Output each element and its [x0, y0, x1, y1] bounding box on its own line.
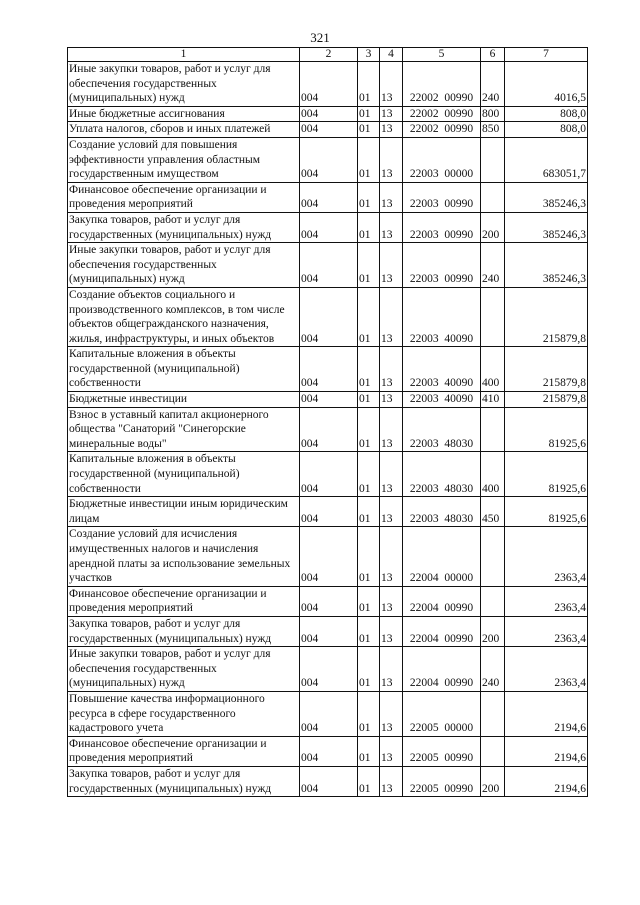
table-row [68, 243, 588, 288]
table-row [68, 691, 588, 736]
table-row [68, 137, 588, 182]
ministry-code-cell: 004 [300, 62, 358, 107]
subsection-code-cell: 13 [380, 452, 403, 497]
section-code-cell: 01 [358, 647, 380, 692]
subsection-code-cell: 13 [380, 407, 403, 452]
column-header: 4 [380, 48, 403, 62]
subsection-code-cell: 13 [380, 62, 403, 107]
section-code-cell: 01 [358, 527, 380, 586]
ministry-code-cell: 004 [300, 616, 358, 646]
amount-cell: 385246,3 [505, 243, 588, 288]
target-article-cell: 22004 00990 [403, 647, 481, 692]
expense-name-cell: Финансовое обеспечение организации и проведения мероприятий [68, 182, 300, 212]
subsection-code-cell: 13 [380, 122, 403, 138]
column-header: 6 [481, 48, 505, 62]
target-article-cell: 22002 00990 [403, 62, 481, 107]
column-header: 3 [358, 48, 380, 62]
section-code-cell: 01 [358, 212, 380, 242]
table-row [68, 407, 588, 452]
expense-name-cell: Создание объектов социального и производственного комплексов, в том числе объектов общегражданского назначения, жилья, инфраструктуры, и иных объектов [68, 287, 300, 346]
amount-cell: 808,0 [505, 122, 588, 138]
table-row [68, 452, 588, 497]
expense-type-cell: 450 [481, 497, 505, 527]
expense-name-cell: Финансовое обеспечение организации и проведения мероприятий [68, 586, 300, 616]
amount-cell: 2363,4 [505, 647, 588, 692]
expense-type-cell: 200 [481, 616, 505, 646]
expense-type-cell: 410 [481, 392, 505, 408]
expense-name-cell: Капитальные вложения в объекты государственной (муниципальной) собственности [68, 347, 300, 392]
target-article-cell: 22003 48030 [403, 497, 481, 527]
target-article-cell: 22003 40090 [403, 392, 481, 408]
ministry-code-cell: 004 [300, 122, 358, 138]
expense-type-cell: 400 [481, 452, 505, 497]
section-code-cell: 01 [358, 287, 380, 346]
target-article-cell: 22002 00990 [403, 122, 481, 138]
subsection-code-cell: 13 [380, 736, 403, 766]
target-article-cell: 22003 00990 [403, 182, 481, 212]
ministry-code-cell: 004 [300, 106, 358, 122]
expense-name-cell: Финансовое обеспечение организации и проведения мероприятий [68, 736, 300, 766]
subsection-code-cell: 13 [380, 497, 403, 527]
amount-cell: 385246,3 [505, 182, 588, 212]
target-article-cell: 22003 00000 [403, 137, 481, 182]
table-body [68, 62, 588, 797]
amount-cell: 215879,8 [505, 287, 588, 346]
amount-cell: 385246,3 [505, 212, 588, 242]
section-code-cell: 01 [358, 182, 380, 212]
amount-cell: 683051,7 [505, 137, 588, 182]
ministry-code-cell: 004 [300, 497, 358, 527]
expense-type-cell [481, 586, 505, 616]
subsection-code-cell: 13 [380, 243, 403, 288]
table-header [68, 48, 588, 62]
target-article-cell: 22005 00990 [403, 766, 481, 796]
amount-cell: 215879,8 [505, 347, 588, 392]
section-code-cell: 01 [358, 347, 380, 392]
expense-name-cell: Закупка товаров, работ и услуг для государственных (муниципальных) нужд [68, 616, 300, 646]
target-article-cell: 22003 48030 [403, 407, 481, 452]
target-article-cell: 22003 40090 [403, 347, 481, 392]
table-row [68, 586, 588, 616]
column-header: 1 [68, 48, 300, 62]
expense-name-cell: Иные закупки товаров, работ и услуг для обеспечения государственных (муниципальных) нужд [68, 62, 300, 107]
ministry-code-cell: 004 [300, 392, 358, 408]
table-row [68, 212, 588, 242]
column-header: 7 [505, 48, 588, 62]
table-row [68, 736, 588, 766]
subsection-code-cell: 13 [380, 691, 403, 736]
table-row [68, 392, 588, 408]
amount-cell: 2363,4 [505, 527, 588, 586]
subsection-code-cell: 13 [380, 647, 403, 692]
section-code-cell: 01 [358, 766, 380, 796]
subsection-code-cell: 13 [380, 182, 403, 212]
target-article-cell: 22003 40090 [403, 287, 481, 346]
section-code-cell: 01 [358, 122, 380, 138]
amount-cell: 81925,6 [505, 452, 588, 497]
ministry-code-cell: 004 [300, 182, 358, 212]
section-code-cell: 01 [358, 586, 380, 616]
ministry-code-cell: 004 [300, 347, 358, 392]
target-article-cell: 22003 00990 [403, 212, 481, 242]
ministry-code-cell: 004 [300, 243, 358, 288]
subsection-code-cell: 13 [380, 347, 403, 392]
table-row [68, 766, 588, 796]
expense-name-cell: Бюджетные инвестиции иным юридическим лицам [68, 497, 300, 527]
amount-cell: 2363,4 [505, 616, 588, 646]
ministry-code-cell: 004 [300, 212, 358, 242]
amount-cell: 2194,6 [505, 736, 588, 766]
expense-type-cell: 800 [481, 106, 505, 122]
table-row [68, 62, 588, 107]
expense-name-cell: Бюджетные инвестиции [68, 392, 300, 408]
expense-type-cell: 240 [481, 62, 505, 107]
subsection-code-cell: 13 [380, 527, 403, 586]
table-row [68, 616, 588, 646]
expense-type-cell: 240 [481, 647, 505, 692]
table-row [68, 287, 588, 346]
expense-name-cell: Повышение качества информационного ресурса в сфере государственного кадастрового учета [68, 691, 300, 736]
expense-type-cell: 850 [481, 122, 505, 138]
expense-type-cell [481, 736, 505, 766]
subsection-code-cell: 13 [380, 212, 403, 242]
section-code-cell: 01 [358, 407, 380, 452]
ministry-code-cell: 004 [300, 527, 358, 586]
section-code-cell: 01 [358, 106, 380, 122]
table-row [68, 122, 588, 138]
header-row [68, 48, 588, 62]
ministry-code-cell: 004 [300, 452, 358, 497]
table-row [68, 106, 588, 122]
amount-cell: 2194,6 [505, 691, 588, 736]
budget-table [67, 47, 588, 797]
amount-cell: 808,0 [505, 106, 588, 122]
ministry-code-cell: 004 [300, 736, 358, 766]
table-row [68, 347, 588, 392]
expense-name-cell: Закупка товаров, работ и услуг для государственных (муниципальных) нужд [68, 212, 300, 242]
expense-name-cell: Уплата налогов, сборов и иных платежей [68, 122, 300, 138]
section-code-cell: 01 [358, 62, 380, 107]
table-row [68, 647, 588, 692]
ministry-code-cell: 004 [300, 691, 358, 736]
target-article-cell: 22004 00990 [403, 616, 481, 646]
table-row [68, 182, 588, 212]
target-article-cell: 22005 00990 [403, 736, 481, 766]
target-article-cell: 22003 48030 [403, 452, 481, 497]
expense-name-cell: Закупка товаров, работ и услуг для государственных (муниципальных) нужд [68, 766, 300, 796]
amount-cell: 81925,6 [505, 407, 588, 452]
page-number: 321 [310, 30, 330, 45]
amount-cell: 81925,6 [505, 497, 588, 527]
section-code-cell: 01 [358, 452, 380, 497]
section-code-cell: 01 [358, 243, 380, 288]
expense-type-cell [481, 137, 505, 182]
section-code-cell: 01 [358, 736, 380, 766]
expense-type-cell [481, 287, 505, 346]
ministry-code-cell: 004 [300, 407, 358, 452]
expense-name-cell: Создание условий для повышения эффективности управления областным государственным имуществом [68, 137, 300, 182]
expense-name-cell: Иные закупки товаров, работ и услуг для обеспечения государственных (муниципальных) нужд [68, 243, 300, 288]
expense-name-cell: Создание условий для исчисления имущественных налогов и начисления арендной платы за использование земельных участков [68, 527, 300, 586]
expense-type-cell [481, 527, 505, 586]
expense-type-cell: 240 [481, 243, 505, 288]
target-article-cell: 22004 00000 [403, 527, 481, 586]
table-row [68, 527, 588, 586]
subsection-code-cell: 13 [380, 392, 403, 408]
amount-cell: 4016,5 [505, 62, 588, 107]
section-code-cell: 01 [358, 497, 380, 527]
subsection-code-cell: 13 [380, 586, 403, 616]
expense-type-cell: 200 [481, 212, 505, 242]
ministry-code-cell: 004 [300, 647, 358, 692]
section-code-cell: 01 [358, 137, 380, 182]
ministry-code-cell: 004 [300, 137, 358, 182]
expense-name-cell: Иные бюджетные ассигнования [68, 106, 300, 122]
expense-name-cell: Взнос в уставный капитал акционерного общества "Санаторий "Синегорские минеральные воды" [68, 407, 300, 452]
target-article-cell: 22005 00000 [403, 691, 481, 736]
subsection-code-cell: 13 [380, 616, 403, 646]
column-header: 5 [403, 48, 481, 62]
section-code-cell: 01 [358, 392, 380, 408]
target-article-cell: 22004 00990 [403, 586, 481, 616]
target-article-cell: 22003 00990 [403, 243, 481, 288]
ministry-code-cell: 004 [300, 287, 358, 346]
subsection-code-cell: 13 [380, 287, 403, 346]
ministry-code-cell: 004 [300, 766, 358, 796]
column-header: 2 [300, 48, 358, 62]
expense-name-cell: Иные закупки товаров, работ и услуг для обеспечения государственных (муниципальных) нужд [68, 647, 300, 692]
amount-cell: 215879,8 [505, 392, 588, 408]
expense-type-cell [481, 407, 505, 452]
subsection-code-cell: 13 [380, 766, 403, 796]
ministry-code-cell: 004 [300, 586, 358, 616]
section-code-cell: 01 [358, 691, 380, 736]
target-article-cell: 22002 00990 [403, 106, 481, 122]
expense-type-cell [481, 182, 505, 212]
subsection-code-cell: 13 [380, 106, 403, 122]
amount-cell: 2363,4 [505, 586, 588, 616]
expense-type-cell [481, 691, 505, 736]
section-code-cell: 01 [358, 616, 380, 646]
expense-type-cell: 400 [481, 347, 505, 392]
expense-name-cell: Капитальные вложения в объекты государственной (муниципальной) собственности [68, 452, 300, 497]
subsection-code-cell: 13 [380, 137, 403, 182]
amount-cell: 2194,6 [505, 766, 588, 796]
expense-type-cell: 200 [481, 766, 505, 796]
table-row [68, 497, 588, 527]
